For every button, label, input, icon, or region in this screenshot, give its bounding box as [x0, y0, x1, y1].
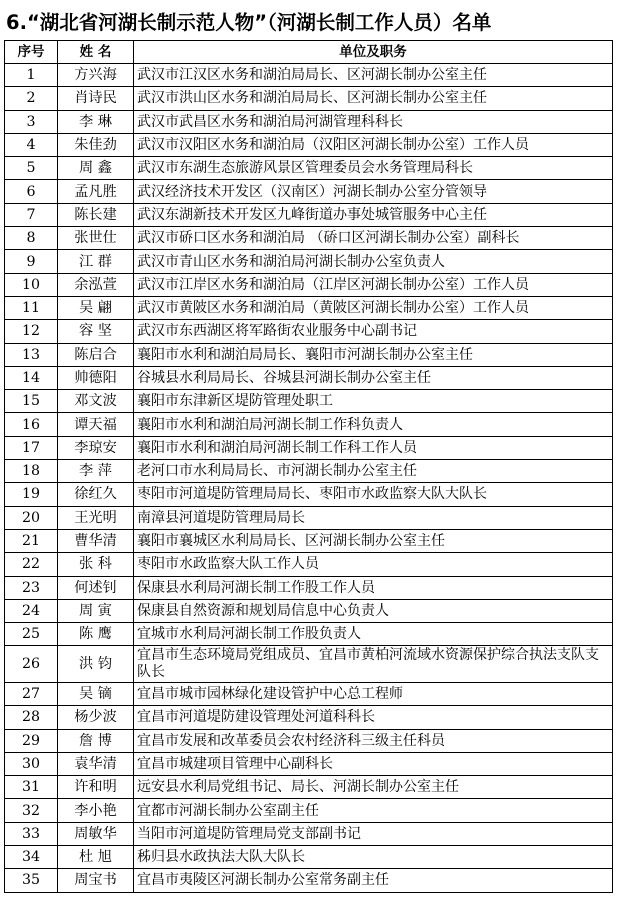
row-number: 3 — [5, 110, 58, 133]
table-row — [5, 869, 613, 892]
row-number: 11 — [5, 296, 58, 319]
row-name: 容 坚 — [58, 320, 134, 343]
table-row — [5, 506, 613, 529]
table-row — [5, 799, 613, 822]
row-number: 22 — [5, 553, 58, 576]
row-number: 23 — [5, 576, 58, 599]
row-number: 2 — [5, 87, 58, 110]
row-name: 周敏华 — [58, 822, 134, 845]
row-number: 30 — [5, 752, 58, 775]
row-name: 王光明 — [58, 506, 134, 529]
row-name: 江 群 — [58, 250, 134, 273]
row-number: 14 — [5, 366, 58, 389]
row-name: 周 鑫 — [58, 157, 134, 180]
row-post: 襄阳市东津新区堤防管理处职工 — [134, 390, 613, 413]
row-post: 宜昌市城建项目管理中心副科长 — [134, 752, 613, 775]
row-name: 杜 旭 — [58, 846, 134, 869]
row-post: 宜昌市河道堤防建设管理处河道科科长 — [134, 706, 613, 729]
table-row — [5, 822, 613, 845]
row-name: 陈 鹰 — [58, 623, 134, 646]
table-row — [5, 343, 613, 366]
row-post: 宜都市河湖长制办公室副主任 — [134, 799, 613, 822]
row-name: 孟凡胜 — [58, 180, 134, 203]
header-post: 单位及职务 — [134, 41, 613, 64]
row-number: 8 — [5, 227, 58, 250]
row-post: 襄阳市水利和湖泊局河湖长制工作科工作人员 — [134, 436, 613, 459]
row-name: 曹华清 — [58, 529, 134, 552]
table-row — [5, 180, 613, 203]
table-row — [5, 623, 613, 646]
table-row — [5, 366, 613, 389]
table-row — [5, 682, 613, 705]
row-name: 朱佳劲 — [58, 133, 134, 156]
row-number: 1 — [5, 64, 58, 87]
row-number: 32 — [5, 799, 58, 822]
row-post: 武汉市东西湖区将军路街农业服务中心副书记 — [134, 320, 613, 343]
row-name: 徐红久 — [58, 483, 134, 506]
row-name: 李琼安 — [58, 436, 134, 459]
row-name: 吴 镝 — [58, 682, 134, 705]
row-post: 老河口市水利局局长、市河湖长制办公室主任 — [134, 460, 613, 483]
row-post: 宜城市水利局河湖长制工作股负责人 — [134, 623, 613, 646]
table-row — [5, 599, 613, 622]
row-number: 10 — [5, 273, 58, 296]
row-number: 35 — [5, 869, 58, 892]
row-name: 吴 翩 — [58, 296, 134, 319]
table-row — [5, 203, 613, 226]
row-post: 枣阳市河道堤防管理局局长、枣阳市水政监察大队大队长 — [134, 483, 613, 506]
document-title: 6.“湖北省河湖长制示范人物”（河湖长制工作人员）名单 — [6, 11, 492, 34]
row-number: 25 — [5, 623, 58, 646]
honoree-table — [4, 40, 613, 893]
row-number: 29 — [5, 729, 58, 752]
row-post: 保康县水利局河湖长制工作股工作人员 — [134, 576, 613, 599]
row-name: 杨少波 — [58, 706, 134, 729]
table-row — [5, 250, 613, 273]
row-number: 16 — [5, 413, 58, 436]
row-name: 周宝书 — [58, 869, 134, 892]
row-name: 李小艳 — [58, 799, 134, 822]
row-number: 4 — [5, 133, 58, 156]
row-number: 21 — [5, 529, 58, 552]
row-post: 谷城县水利局局长、谷城县河湖长制办公室主任 — [134, 366, 613, 389]
table-row — [5, 576, 613, 599]
row-post: 襄阳市水利和湖泊局河湖长制工作科负责人 — [134, 413, 613, 436]
table-row — [5, 110, 613, 133]
row-number: 17 — [5, 436, 58, 459]
row-name: 张 科 — [58, 553, 134, 576]
row-post: 宜昌市夷陵区河湖长制办公室常务副主任 — [134, 869, 613, 892]
row-post: 襄阳市襄城区水利局局长、区河湖长制办公室主任 — [134, 529, 613, 552]
row-post: 武汉市硚口区水务和湖泊局 （硚口区河湖长制办公室）副科长 — [134, 227, 613, 250]
row-name: 许和明 — [58, 776, 134, 799]
row-number: 6 — [5, 180, 58, 203]
header-seq: 序号 — [5, 41, 58, 64]
row-post: 武汉市江岸区水务和湖泊局（江岸区河湖长制办公室）工作人员 — [134, 273, 613, 296]
table-row — [5, 529, 613, 552]
table-row — [5, 64, 613, 87]
table-row — [5, 390, 613, 413]
header-name: 姓 名 — [58, 41, 134, 64]
row-name: 陈长建 — [58, 203, 134, 226]
table-row — [5, 706, 613, 729]
row-name: 方兴海 — [58, 64, 134, 87]
row-post: 武汉市黄陂区水务和湖泊局（黄陂区河湖长制办公室）工作人员 — [134, 296, 613, 319]
table-row — [5, 273, 613, 296]
table-row — [5, 87, 613, 110]
row-post: 武汉市汉阳区水务和湖泊局（汉阳区河湖长制办公室）工作人员 — [134, 133, 613, 156]
row-number: 5 — [5, 157, 58, 180]
table-row — [5, 483, 613, 506]
row-name: 张世仕 — [58, 227, 134, 250]
row-name: 邓文波 — [58, 390, 134, 413]
row-name: 袁华清 — [58, 752, 134, 775]
row-post: 宜昌市城市园林绿化建设管护中心总工程师 — [134, 682, 613, 705]
table-row — [5, 436, 613, 459]
row-post: 武汉东湖新技术开发区九峰街道办事处城管服务中心主任 — [134, 203, 613, 226]
table-row — [5, 460, 613, 483]
row-number: 7 — [5, 203, 58, 226]
row-name: 李 琳 — [58, 110, 134, 133]
row-number: 9 — [5, 250, 58, 273]
row-number: 18 — [5, 460, 58, 483]
table-row — [5, 752, 613, 775]
table-row — [5, 553, 613, 576]
table-row — [5, 227, 613, 250]
table-row — [5, 157, 613, 180]
row-name: 陈启合 — [58, 343, 134, 366]
row-name: 帅德阳 — [58, 366, 134, 389]
table-row — [5, 296, 613, 319]
row-name: 谭天福 — [58, 413, 134, 436]
table-row — [5, 320, 613, 343]
row-number: 13 — [5, 343, 58, 366]
table-row — [5, 133, 613, 156]
row-number: 34 — [5, 846, 58, 869]
row-post: 当阳市河道堤防管理局党支部副书记 — [134, 822, 613, 845]
row-number: 26 — [5, 646, 58, 683]
row-number: 33 — [5, 822, 58, 845]
row-name: 何述钊 — [58, 576, 134, 599]
row-post: 武汉市江汉区水务和湖泊局局长、区河湖长制办公室主任 — [134, 64, 613, 87]
row-number: 24 — [5, 599, 58, 622]
table-row — [5, 776, 613, 799]
row-post: 武汉市武昌区水务和湖泊局河湖管理科科长 — [134, 110, 613, 133]
table-body — [5, 64, 613, 893]
row-post: 宜昌市发展和改革委员会农村经济科三级主任科员 — [134, 729, 613, 752]
row-number: 20 — [5, 506, 58, 529]
table-row — [5, 413, 613, 436]
table-row — [5, 646, 613, 683]
row-post: 南漳县河道堤防管理局局长 — [134, 506, 613, 529]
row-number: 19 — [5, 483, 58, 506]
table-header-row — [5, 41, 613, 64]
row-number: 15 — [5, 390, 58, 413]
row-post: 武汉市东湖生态旅游风景区管理委员会水务管理局科长 — [134, 157, 613, 180]
row-post: 枣阳市水政监察大队工作人员 — [134, 553, 613, 576]
row-post: 保康县自然资源和规划局信息中心负责人 — [134, 599, 613, 622]
row-post: 襄阳市水利和湖泊局局长、襄阳市河湖长制办公室主任 — [134, 343, 613, 366]
row-post: 武汉市洪山区水务和湖泊局局长、区河湖长制办公室主任 — [134, 87, 613, 110]
table-row — [5, 729, 613, 752]
table-row — [5, 846, 613, 869]
row-number: 28 — [5, 706, 58, 729]
row-name: 詹 博 — [58, 729, 134, 752]
row-number: 27 — [5, 682, 58, 705]
row-post: 秭归县水政执法大队大队长 — [134, 846, 613, 869]
row-post: 武汉市青山区水务和湖泊局河湖长制办公室负责人 — [134, 250, 613, 273]
row-name: 肖诗民 — [58, 87, 134, 110]
row-name: 余泓萱 — [58, 273, 134, 296]
row-post: 远安县水利局党组书记、局长、河湖长制办公室主任 — [134, 776, 613, 799]
row-name: 李 萍 — [58, 460, 134, 483]
row-number: 12 — [5, 320, 58, 343]
row-number: 31 — [5, 776, 58, 799]
row-name: 周 寅 — [58, 599, 134, 622]
row-name: 洪 钧 — [58, 646, 134, 683]
row-post: 宜昌市生态环境局党组成员、宜昌市黄柏河流域水资源保护综合执法支队支队长 — [134, 646, 613, 683]
row-post: 武汉经济技术开发区（汉南区）河湖长制办公室分管领导 — [134, 180, 613, 203]
